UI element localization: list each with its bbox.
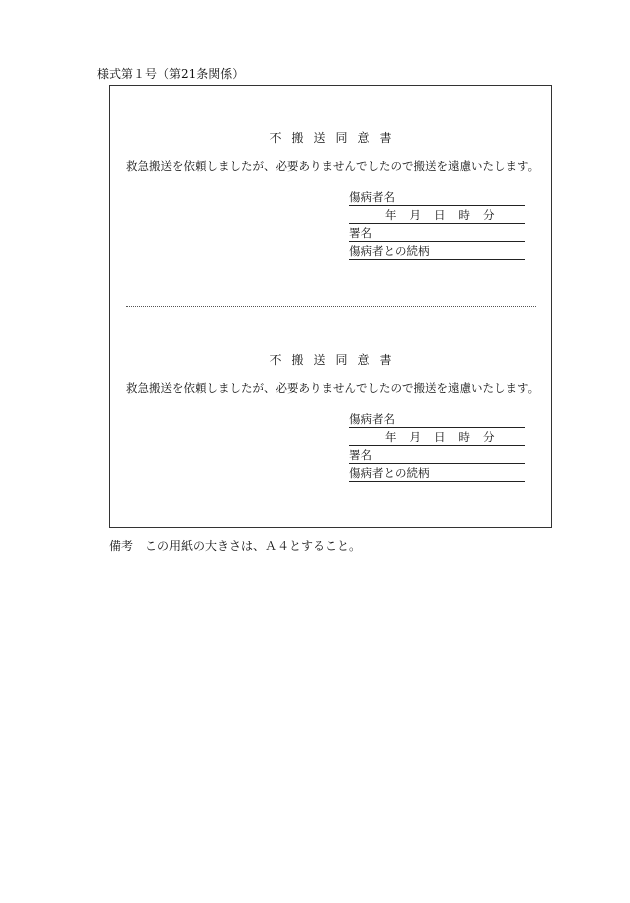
consent-section-bottom <box>110 308 551 528</box>
date-time-units <box>385 430 508 444</box>
cut-line-divider <box>126 306 536 307</box>
hour-label: 時 <box>458 208 470 222</box>
hour-label: 時 <box>458 430 470 444</box>
title-char: 同 <box>335 131 348 145</box>
document-title <box>110 130 551 146</box>
date-time-units <box>385 208 508 222</box>
consent-section-top <box>110 86 551 306</box>
document-title <box>110 352 551 368</box>
signature-label: 署名 <box>349 226 372 240</box>
title-char: 搬 <box>291 131 304 145</box>
patient-name-label: 傷病者名 <box>349 190 395 204</box>
title-char: 不 <box>269 131 282 145</box>
day-label: 日 <box>434 208 446 222</box>
day-label: 日 <box>434 430 446 444</box>
year-label: 年 <box>385 208 397 222</box>
relationship-label: 傷病者との続柄 <box>349 244 430 258</box>
minute-label: 分 <box>483 430 495 444</box>
patient-name-field[interactable] <box>349 190 525 206</box>
title-char: 送 <box>313 353 326 367</box>
patient-name-label: 傷病者名 <box>349 412 395 426</box>
minute-label: 分 <box>483 208 495 222</box>
signature-label: 署名 <box>349 448 372 462</box>
form-number-label: 様式第１号（第21条関係） <box>97 67 245 81</box>
consent-form-frame <box>109 85 552 528</box>
date-time-field[interactable] <box>349 208 525 224</box>
relationship-field[interactable] <box>349 244 525 260</box>
date-time-field[interactable] <box>349 430 525 446</box>
title-char: 搬 <box>291 353 304 367</box>
relationship-field[interactable] <box>349 466 525 482</box>
relationship-label: 傷病者との続柄 <box>349 466 430 480</box>
title-char: 意 <box>357 131 370 145</box>
title-char: 同 <box>335 353 348 367</box>
title-char: 書 <box>379 131 392 145</box>
month-label: 月 <box>409 208 421 222</box>
title-char: 意 <box>357 353 370 367</box>
title-char: 送 <box>313 131 326 145</box>
title-char: 書 <box>379 353 392 367</box>
refusal-statement: 救急搬送を依頼しましたが、必要ありませんでしたので搬送を遠慮いたします。 <box>126 159 540 173</box>
refusal-statement: 救急搬送を依頼しましたが、必要ありませんでしたので搬送を遠慮いたします。 <box>126 381 540 395</box>
patient-name-field[interactable] <box>349 412 525 428</box>
month-label: 月 <box>409 430 421 444</box>
title-char: 不 <box>269 353 282 367</box>
signature-field[interactable] <box>349 448 525 464</box>
signature-field[interactable] <box>349 226 525 242</box>
year-label: 年 <box>385 430 397 444</box>
paper-size-remark: 備考 この用紙の大きさは、Ａ４とすること。 <box>109 539 362 553</box>
